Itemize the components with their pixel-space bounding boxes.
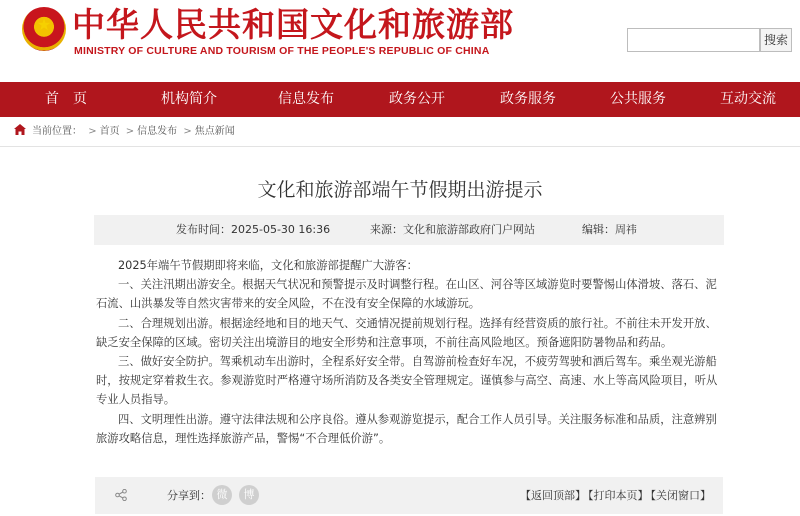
nav-item-about[interactable]: 机构简介 <box>161 91 217 107</box>
share-label: 分享到： <box>167 489 211 502</box>
nav-item-government-affairs[interactable]: 政务公开 <box>389 91 445 107</box>
article-paragraph: 一、关注汛期出游安全。根据天气状况和预警提示及时调整行程。在山区、河谷等区域游览时要警惕山体滑坡、落石、泥石流、山洪暴发等自然灾害带来的安全风险，不在没有安全保障的水域游玩。 <box>96 278 717 311</box>
weibo-share-icon[interactable]: 博 <box>239 485 259 505</box>
article-paragraph: 四、文明理性出游。遵守法律法规和公序良俗。遵从参观游览提示，配合工作人员引导。关注服务标准和品质，注意辨别旅游攻略信息，理性选择旅游产品，警惕“不合理低价游”。 <box>96 412 717 445</box>
publish-time: 发布时间：2025-05-30 16:36 <box>176 223 331 236</box>
breadcrumb-divider <box>0 146 800 147</box>
breadcrumb-separator: > <box>183 126 192 137</box>
search-button[interactable]: 搜索 <box>760 28 792 52</box>
main-nav <box>0 82 800 117</box>
nav-item-news[interactable]: 信息发布 <box>278 91 334 107</box>
article-paragraph: 三、做好安全防护。驾乘机动车出游时，全程系好安全带。自驾游前检查好车况，不疲劳驾驶和酒后驾车。乘坐观光游船时，按规定穿着救生衣。参观游览时严格遵守场所消防及各类安全管理规定。谨慎参与高空、高速、水上等高风险项目，听从专业人员指导。 <box>96 355 718 407</box>
article-body <box>96 256 722 448</box>
breadcrumb-label: 当前位置： <box>32 126 82 137</box>
share-icon <box>115 489 127 501</box>
article-paragraph: 2025年端午节假期即将来临，文化和旅游部提醒广大游客： <box>118 259 418 272</box>
article-paragraph: 二、合理规划出游。根据途经地和目的地天气、交通情况提前规划行程。选择有经营资质的旅行社。不前往未开发开放、缺乏安全保障的区域。密切关注出境游目的地安全形势和注意事项，不前往高风险地区。预备遮阳防暑物品和药品。 <box>96 316 717 349</box>
article-source: 来源：文化和旅游部政府门户网站 <box>370 223 535 236</box>
nav-item-home[interactable]: 首 页 <box>45 91 87 107</box>
national-emblem-logo: ★ <box>22 7 66 51</box>
site-header <box>0 0 800 82</box>
nav-item-interaction[interactable]: 互动交流 <box>720 91 776 107</box>
nav-item-government-services[interactable]: 政务服务 <box>500 91 556 107</box>
article-title: 文化和旅游部端午节假期出游提示 <box>257 179 543 201</box>
breadcrumb-news-link[interactable]: 信息发布 <box>137 126 178 137</box>
breadcrumb-focus-link[interactable]: 焦点新闻 <box>194 126 235 137</box>
home-icon <box>14 124 26 135</box>
breadcrumb-separator: > <box>125 126 135 137</box>
breadcrumb <box>14 124 235 138</box>
breadcrumb-home-link[interactable]: 首页 <box>99 126 120 137</box>
search-input[interactable] <box>627 28 760 52</box>
nav-item-public-services[interactable]: 公共服务 <box>610 91 666 107</box>
breadcrumb-separator: > <box>88 126 97 137</box>
back-to-top-link[interactable]: 【返回顶部】 <box>520 489 586 502</box>
article-editor: 编辑：周祎 <box>582 223 637 236</box>
site-subtitle: MINISTRY OF CULTURE AND TOURISM OF THE PEOPLE'S REPUBLIC OF CHINA <box>74 45 490 57</box>
article-actions <box>518 477 711 514</box>
print-page-link[interactable]: 【打印本页】 <box>588 489 649 502</box>
wechat-share-icon[interactable]: 微 <box>212 485 232 505</box>
site-title: 中华人民共和国文化和旅游部 <box>72 5 514 44</box>
close-window-link[interactable]: 【关闭窗口】 <box>650 489 711 502</box>
share-bar <box>95 477 723 514</box>
article-meta-bar <box>94 215 724 245</box>
